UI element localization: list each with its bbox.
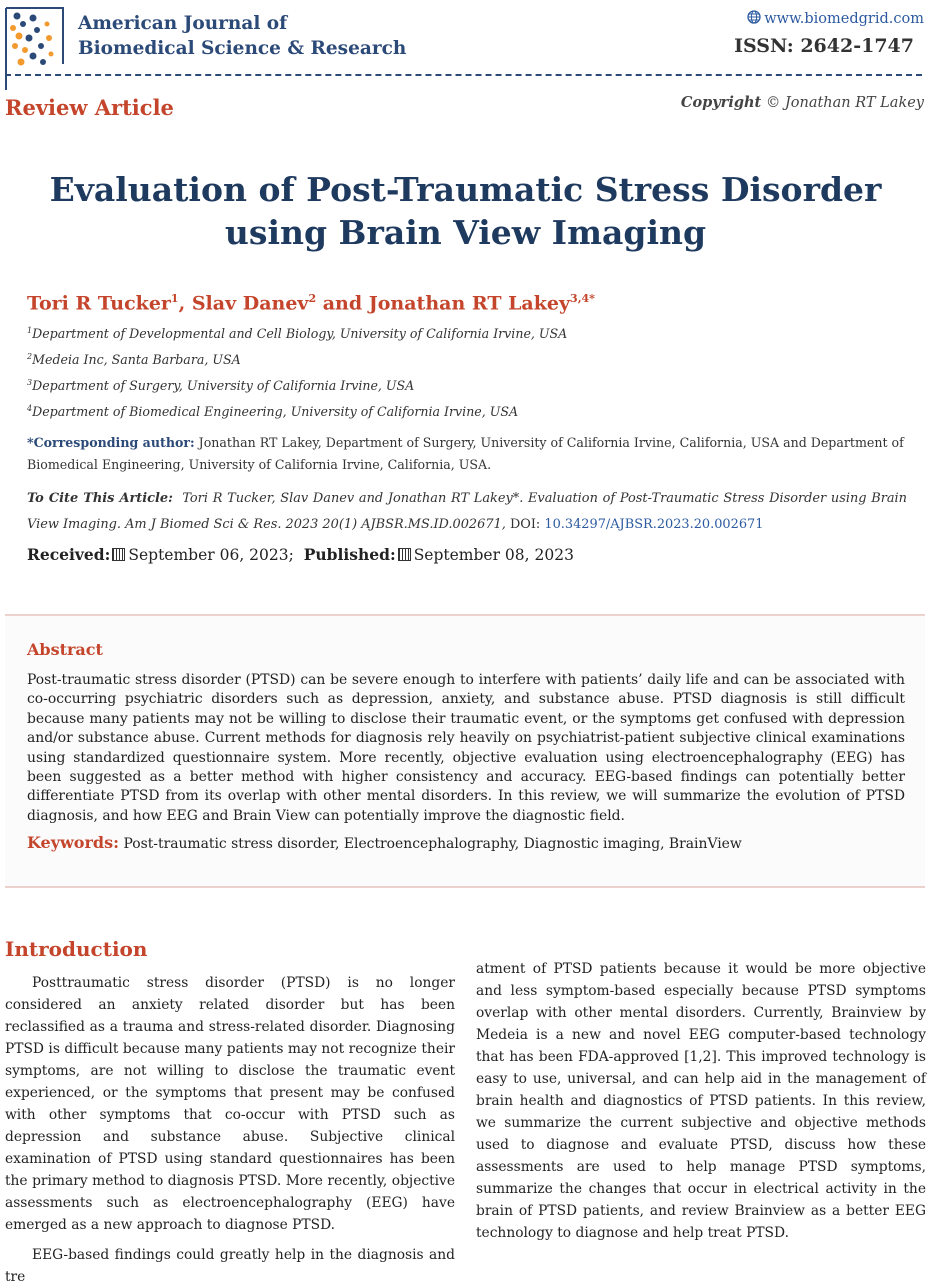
- affiliation-text: Department of Surgery, University of California Irvine, USA: [32, 378, 415, 394]
- introduction-heading: Introduction: [5, 937, 148, 961]
- affiliation: [27, 404, 518, 419]
- intro-column-right: [476, 958, 926, 1244]
- intro-paragraph: EEG-based findings could greatly help in the diagnosis and tre: [5, 1247, 455, 1285]
- affiliation-text: Medeia Inc, Santa Barbara, USA: [32, 352, 241, 368]
- citation-label: To Cite This Article:: [27, 491, 173, 506]
- author-sep: and: [316, 292, 369, 315]
- affiliation: [27, 326, 567, 341]
- published-date: September 08, 2023: [413, 546, 574, 564]
- author-name: Jonathan RT Lakey: [368, 292, 571, 315]
- header-divider: [5, 74, 922, 76]
- received-label: Received:: [27, 545, 111, 564]
- published-label: Published:: [303, 545, 396, 564]
- website-link[interactable]: [747, 10, 924, 28]
- author-list: [27, 292, 595, 314]
- received-date: September 06, 2023;: [128, 546, 294, 564]
- keywords-text: Post-traumatic stress disorder, Electroencephalography, Diagnostic imaging, BrainView: [123, 836, 742, 852]
- author-name: Tori R Tucker: [27, 292, 171, 315]
- copyright-holder: © Jonathan RT Lakey: [765, 95, 924, 111]
- doi-link[interactable]: 10.34297/AJBSR.2023.20.002671: [544, 517, 764, 532]
- intro-paragraph: atment of PTSD patients because it would be more objective and less symptom-based especially because PTSD symptoms overlap with other mental disorders. Currently, Brainview by Medeia is a new and novel EEG computer-based technology that has been FDA-approved [1,2]. This improved technology is easy to use, universal, and can help aid in the management of brain health and diagnostics of PTSD patients. In this review, we summarize the current subjective and objective methods used to diagnose and evaluate PTSD, discuss how these assessments are used to help manage PTSD symptoms, summarize the changes that occur in electrical activity in the brain of PTSD patients, and review Brainview as a better EEG technology to diagnose and help treat PTSD.: [476, 961, 926, 1241]
- globe-icon: [747, 10, 761, 28]
- article-type: Review Article: [5, 95, 174, 120]
- journal-logo: [3, 0, 69, 74]
- author-sup: 3,4*: [570, 292, 595, 305]
- issn: ISSN: 2642-1747: [734, 35, 914, 57]
- journal-name-line1: American Journal of: [78, 13, 288, 34]
- article-title-line1: Evaluation of Post-Traumatic Stress Disorder: [49, 170, 882, 209]
- corresponding-label: *Corresponding author:: [27, 435, 195, 450]
- author-name: Slav Danev: [191, 292, 309, 315]
- copyright-label: Copyright: [680, 94, 762, 111]
- keywords: [27, 833, 742, 852]
- calendar-icon: [398, 548, 411, 561]
- author-sup: 2: [308, 292, 317, 305]
- calendar-icon: [112, 548, 125, 561]
- corresponding-text: Jonathan RT Lakey, Department of Surgery, University of California Irvine, California, USA and Department of Biomedical Engineering, University of California Irvine, California, USA.: [27, 435, 904, 472]
- affiliation-sup: 2: [27, 352, 33, 361]
- doi-label: DOI:: [509, 517, 541, 532]
- citation: [27, 486, 907, 538]
- author-sup: 1: [170, 292, 179, 305]
- intro-paragraph: Posttraumatic stress disorder (PTSD) is no longer considered an anxiety related disorder but has been reclassified as a trauma and stress-related disorder. Diagnosing PTSD is difficult because many patients may not recognize their symptoms, are not willing to disclose the traumatic event experienced, or the symptoms that present may be confused with other symptoms that co-occur with PTSD such as depression and substance abuse. Subjective clinical examination of PTSD using standard questionnaires has been the primary method to diagnosis PTSD. More recently, objective assessments such as electroencephalography (EEG) have emerged as a new approach to diagnose PTSD.: [5, 975, 455, 1233]
- author-sep: ,: [178, 292, 192, 315]
- affiliation-sup: 1: [27, 326, 33, 335]
- article-title-line2: using Brain View Imaging: [224, 213, 707, 252]
- affiliation: [27, 352, 241, 367]
- affiliation-sup: 3: [27, 378, 33, 387]
- affiliation-text: Department of Biomedical Engineering, University of California Irvine, USA: [32, 404, 519, 420]
- website-url: www.biomedgrid.com: [764, 11, 924, 27]
- journal-name-line2: Biomedical Science & Research: [78, 38, 407, 59]
- abstract-text: Post-traumatic stress disorder (PTSD) can be severe enough to interfere with patients’ daily life and can be associated with co-occurring psychiatric disorders such as depression, anxiety, and substance abuse. PTSD diagnosis is still difficult because many patients may not be willing to disclose their traumatic event, or the symptoms get confused with depression and/or substance abuse. Current methods for diagnosis rely heavily on psychiatrist-patient subjective clinical examinations using standardized questionnaire system. More recently, objective evaluation using electroencephalography (EEG) has been suggested as a better method with higher consistency and accuracy. EEG-based findings can potentially better differentiate PTSD from its overlap with other mental disorders. In this review, we will summarize the evolution of PTSD diagnosis, and how EEG and Brain View can potentially improve the diagnostic field.: [27, 672, 905, 824]
- keywords-label: Keywords:: [27, 833, 120, 852]
- article-title: [0, 168, 931, 254]
- affiliation: [27, 378, 414, 393]
- journal-name: [78, 11, 406, 61]
- abstract-heading: Abstract: [27, 640, 103, 659]
- intro-column-left: [5, 972, 455, 1288]
- affiliation-sup: 4: [27, 404, 33, 413]
- copyright: [681, 94, 924, 111]
- affiliation-text: Department of Developmental and Cell Biology, University of California Irvine, USA: [32, 326, 568, 342]
- citation-text: Tori R Tucker, Slav Danev and Jonathan RT Lakey*. Evaluation of Post-Traumatic Stress Disorder using Brain View Imaging. Am J Biomed Sci & Res. 2023 20(1) AJBSR.MS.ID.002671,: [27, 491, 907, 532]
- dates: [27, 545, 574, 564]
- corresponding-author: [27, 432, 907, 476]
